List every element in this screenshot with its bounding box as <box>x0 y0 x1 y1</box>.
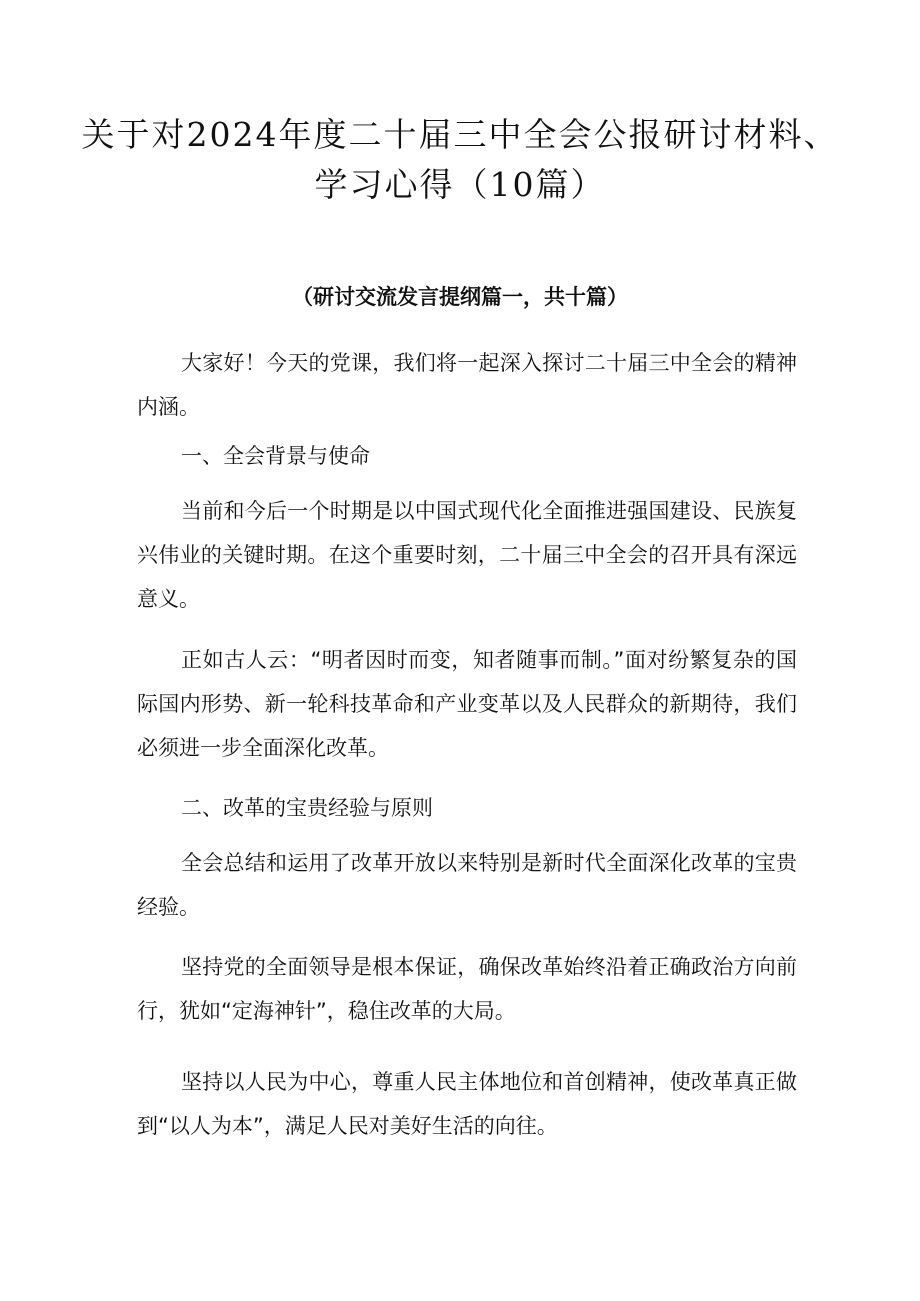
paragraph-background: 当前和今后一个时期是以中国式现代化全面推进强国建设、民族复兴伟业的关键时期。在这个重要时刻，二十届三中全会的召开具有深远意义。 <box>137 499 797 611</box>
paragraph-experience: 全会总结和运用了改革开放以来特别是新时代全面深化改革的宝贵经验。 <box>137 851 797 919</box>
section-heading-2: 二、改革的宝贵经验与原则 <box>181 796 433 820</box>
document-title: 关于对2024年度二十届三中全会公报研讨材料、学习心得（10篇） <box>81 115 839 204</box>
section-heading-1: 一、全会背景与使命 <box>181 444 370 468</box>
paragraph-party-leadership: 坚持党的全面领导是根本保证，确保改革始终沿着正确政治方向前行，犹如“定海神针”，稳住改革的大局。 <box>137 955 797 1023</box>
paragraph-people-centered: 坚持以人民为中心，尊重人民主体地位和首创精神，使改革真正做到“以人为本”，满足人民对美好生活的向往。 <box>137 1070 797 1138</box>
paragraph-quote: 正如古人云：“明者因时而变，知者随事而制。”面对纷繁复杂的国际国内形势、新一轮科技革命和产业变革以及人民群众的新期待，我们必须进一步全面深化改革。 <box>137 648 797 760</box>
document-subtitle: （研讨交流发言提纲篇一，共十篇） <box>292 285 628 309</box>
paragraph-greeting: 大家好！今天的党课，我们将一起深入探讨二十届三中全会的精神内涵。 <box>137 351 797 419</box>
